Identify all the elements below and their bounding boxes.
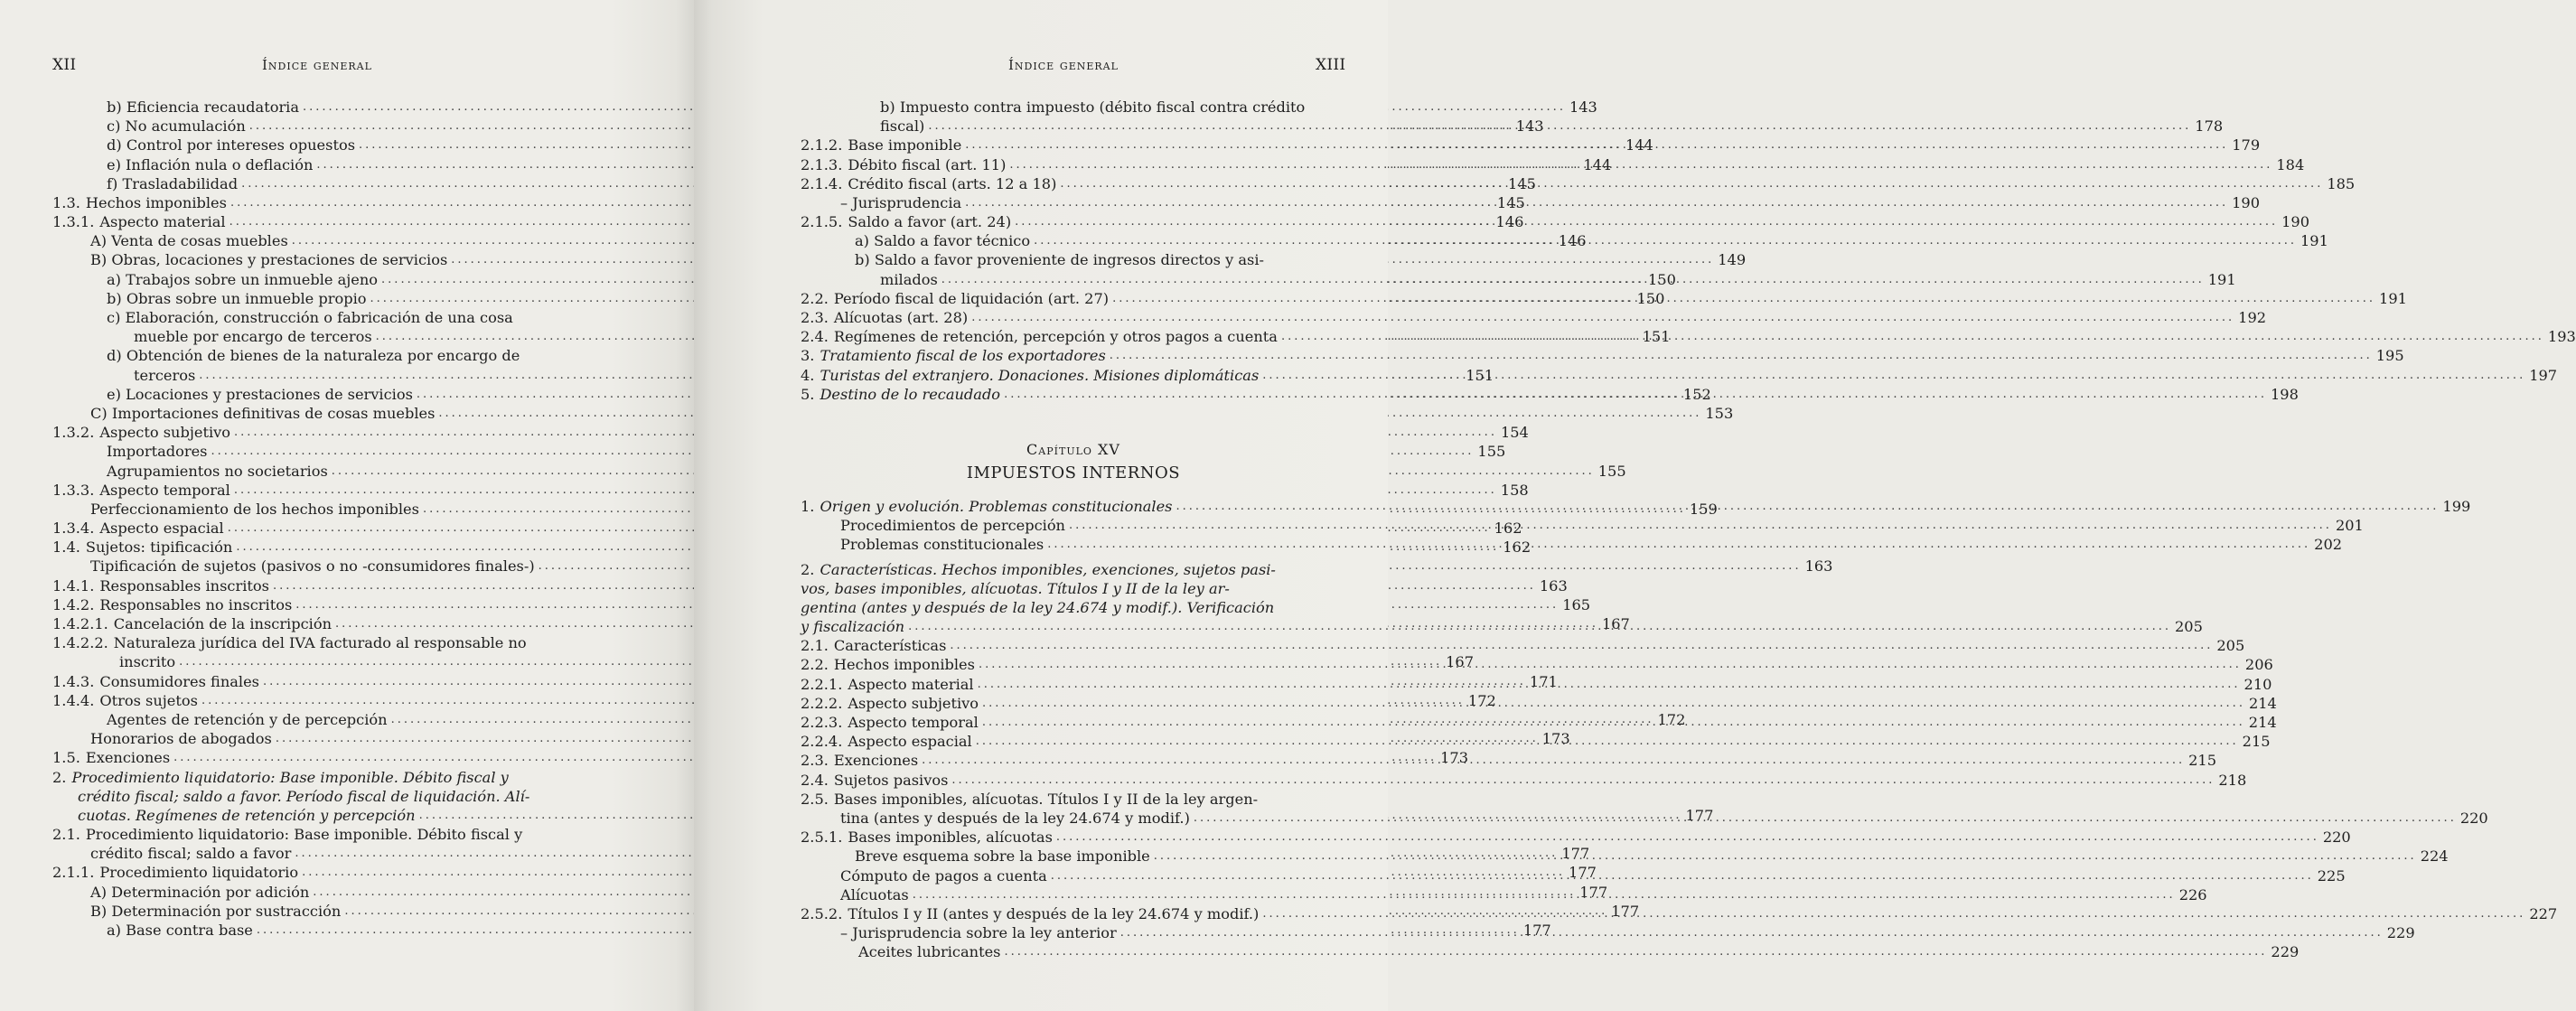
toc-entry-title: Bases imponibles, alícuotas. Títulos I y II de la ley argen- <box>833 790 1259 808</box>
toc-entry-page: 152 <box>1682 385 1711 403</box>
toc-entry-title: Hechos imponibles <box>85 193 227 211</box>
toc-entry-number: 2. <box>52 768 67 786</box>
toc-entry-title: Responsables no inscritos <box>99 595 293 613</box>
toc-entry-page: 145 <box>1496 193 1525 211</box>
toc-entry <box>52 633 602 652</box>
chapter-title: IMPUESTOS INTERNOS <box>966 463 1181 482</box>
toc-entry-page: 195 <box>2375 347 2404 365</box>
toc-entry-title: fiscal) <box>880 117 925 136</box>
toc-entry-page: 210 <box>2243 675 2272 693</box>
page-number: XIII <box>1316 56 1346 74</box>
toc-entry-page: 154 <box>1500 424 1529 442</box>
dot-leader <box>1154 847 2417 866</box>
toc-entry-title: b) Saldo a favor proveniente de ingresos directos y asi- <box>855 251 1265 269</box>
dot-leader <box>1262 366 2525 385</box>
toc-entry-page: 201 <box>2335 517 2364 535</box>
toc-entry <box>801 790 1346 809</box>
toc-entry-number: 2.5. <box>801 790 829 808</box>
toc-entry-page: 155 <box>1597 462 1626 480</box>
toc-entry-page: 177 <box>1579 883 1608 901</box>
toc-entry <box>52 423 1529 442</box>
toc-entry-number: 1.4.2. <box>52 595 95 613</box>
page-number: XII <box>52 56 77 74</box>
dot-leader <box>941 270 2205 289</box>
toc-entry-title: a) Trabajos sobre un inmueble ajeno <box>107 270 379 288</box>
chapter-heading <box>801 441 1346 482</box>
toc-entry-title: Exenciones <box>833 752 919 770</box>
toc-entry <box>801 98 1346 117</box>
toc-entry-page: 146 <box>1558 232 1587 250</box>
toc-entry-number: 2.1.2. <box>801 136 843 154</box>
toc-entry-title: Aspecto temporal <box>99 481 230 499</box>
toc-entry-title: e) Locaciones y prestaciones de servicios <box>107 385 413 403</box>
toc-entry <box>52 481 1529 500</box>
toc-entry <box>801 251 1346 270</box>
toc-entry-title: gentina (antes y después de la ley 24.674 y modif.). Verificación <box>801 598 1275 616</box>
toc-entry-page: 144 <box>1583 155 1612 173</box>
toc-entry-title: Período fiscal de liquidación (art. 27) <box>833 289 1110 307</box>
dot-leader <box>1176 497 2439 516</box>
toc-entry-page: 215 <box>2188 752 2216 770</box>
toc-entry-title: Cancelación de la inscripción <box>113 615 333 633</box>
toc-entry-title: Aspecto espacial <box>99 520 224 538</box>
toc-entry-page: 145 <box>1508 174 1536 192</box>
toc-entry-title: a) Base contra base <box>107 922 253 940</box>
dot-leader <box>1281 327 2544 346</box>
toc-entry-number: 1.3. <box>52 193 80 211</box>
toc-entry-number: 2.5.1. <box>801 828 843 847</box>
toc-entry-page: 167 <box>1601 615 1630 633</box>
dot-leader <box>1069 516 2332 535</box>
toc-entry-page: 177 <box>1569 864 1597 882</box>
toc-entry-title: Sujetos: tipificación <box>85 538 233 557</box>
toc-entry-title: vos, bases imponibles, alícuotas. Títulos I y II de la ley ar- <box>801 579 1230 597</box>
toc-entry-number: 2.2. <box>801 656 829 674</box>
toc-entry-title: – Jurisprudencia sobre la ley anterior <box>840 924 1117 942</box>
toc-entry-page: 197 <box>2529 366 2558 384</box>
toc-entry-title: b) Impuesto contra impuesto (débito fiscal contra crédito <box>880 98 1306 116</box>
toc-entry-title: Honorarios de abogados <box>90 730 272 748</box>
toc-entry-title: c) Elaboración, construcción o fabricación de una cosa <box>107 309 513 327</box>
toc-entry-title: Turistas del extranjero. Donaciones. Misiones diplomáticas <box>820 366 1260 384</box>
toc-entry <box>801 308 2267 327</box>
toc-entry <box>801 942 2300 961</box>
toc-entry-title: C) Importaciones definitivas de cosas muebles <box>90 404 436 422</box>
toc-entry-title: b) Obras sobre un inmueble propio <box>107 289 367 307</box>
toc-entry-title: Otros sujetos <box>99 691 198 709</box>
dot-leader <box>1051 866 2314 885</box>
toc-entry <box>52 768 602 787</box>
toc-entry-number: 4. <box>801 366 815 384</box>
left-running-title <box>262 56 372 74</box>
toc-entry-title: B) Determinación por sustracción <box>90 902 342 920</box>
toc-entry-title: Aspecto material <box>848 675 974 693</box>
toc-entry-number: 1.4.1. <box>52 576 95 594</box>
toc-entry-page: 191 <box>2207 270 2236 288</box>
toc-entry-page: 151 <box>1466 366 1494 384</box>
toc-entry-title: Aspecto subjetivo <box>99 424 231 442</box>
toc-entry-title: c) No acumulación <box>107 117 246 136</box>
toc-entry-page: 218 <box>2218 771 2247 789</box>
toc-entry-title: y fiscalización <box>801 618 905 636</box>
toc-entry-title: Consumidores finales <box>99 672 259 690</box>
dot-leader <box>971 308 2234 327</box>
toc-entry-title: Tratamiento fiscal de los exportadores <box>820 347 1106 365</box>
toc-entry-number: 1.4.2.2. <box>52 634 108 652</box>
toc-entry-number: 2.1.5. <box>801 213 843 231</box>
toc-entry-title: Tipificación de sujetos (pasivos o no -consumidores finales-) <box>90 557 535 576</box>
toc-entry-page: 178 <box>2195 117 2224 136</box>
toc-entry-page: 224 <box>2420 847 2449 866</box>
toc-entry-title: Aspecto temporal <box>848 714 979 732</box>
toc-entry-page: 177 <box>1561 845 1590 863</box>
toc-entry-page: 173 <box>1440 749 1468 767</box>
toc-entry-number: 2.5.2. <box>801 904 843 922</box>
dot-leader <box>982 694 2245 713</box>
toc-entry <box>801 560 1346 579</box>
toc-entry-page: 191 <box>2379 289 2407 307</box>
toc-entry-page: 165 <box>1562 595 1591 613</box>
toc-entry-page: 163 <box>1539 576 1568 594</box>
toc-entry-page: 172 <box>1657 710 1686 728</box>
toc-entry-title: Procedimiento liquidatorio: Base imponible. Débito fiscal y <box>71 768 509 786</box>
toc-entry <box>52 404 1734 423</box>
toc-entry-title: Aspecto material <box>99 213 226 231</box>
dot-leader <box>965 193 2228 212</box>
toc-entry-number: 2.3. <box>801 752 829 770</box>
toc-entry-page: 162 <box>1503 538 1532 557</box>
toc-entry-page: 149 <box>1718 251 1747 269</box>
toc-entry-number: 2.1. <box>801 637 829 655</box>
toc-entry-number: 2.2.1. <box>801 675 843 693</box>
toc-entry-title: Hechos imponibles <box>833 656 975 674</box>
dot-leader <box>1004 942 2267 961</box>
dot-leader <box>979 655 2242 674</box>
dot-leader <box>922 751 2185 770</box>
toc-entry-title: crédito fiscal; saldo a favor. Período fiscal de liquidación. Alí- <box>78 787 530 805</box>
toc-entry-page: 227 <box>2529 904 2558 922</box>
toc-entry-title: Procedimientos de percepción <box>840 517 1065 535</box>
toc-entry-title: Saldo a favor (art. 24) <box>848 213 1012 231</box>
toc-entry-page: 205 <box>2216 637 2245 655</box>
toc-entry-page: 163 <box>1804 557 1833 576</box>
toc-entry-title: b) Eficiencia recaudatoria <box>107 98 300 116</box>
toc-entry <box>801 771 2247 790</box>
toc-entry-number: 1.5. <box>52 749 80 767</box>
toc-entry <box>801 579 1346 598</box>
toc-entry-title: Aspecto subjetivo <box>848 694 979 712</box>
toc-entry-page: 202 <box>2314 536 2343 554</box>
toc-entry-title: inscrito <box>119 653 176 671</box>
toc-entry-title: Características. Hechos imponibles, exenciones, sujetos pasi- <box>820 560 1276 578</box>
book-gutter <box>676 0 712 1011</box>
toc-entry <box>801 598 1346 617</box>
toc-entry-number: 5. <box>801 385 815 403</box>
running-title: Índice general <box>262 57 372 73</box>
toc-entry-title: Crédito fiscal (arts. 12 a 18) <box>848 174 1057 192</box>
toc-entry-number: 1.3.3. <box>52 481 95 499</box>
running-title: Índice general <box>1008 57 1119 73</box>
toc-entry-page: 229 <box>2386 924 2415 942</box>
toc-entry-number: 3. <box>801 347 815 365</box>
toc-entry-title: Exenciones <box>85 749 171 767</box>
toc-entry-title: Destino de lo recaudado <box>820 385 1001 403</box>
toc-entry-number: 1.3.2. <box>52 424 95 442</box>
toc-entry-page: 159 <box>1689 500 1718 518</box>
toc-entry-title: tina (antes y después de la ley 24.674 y modif.) <box>840 809 1190 827</box>
toc-entry-title: Débito fiscal (art. 11) <box>848 155 1007 173</box>
toc-entry-title: Aspecto espacial <box>848 733 972 751</box>
toc-entry-number: 2.1.3. <box>801 155 843 173</box>
toc-entry-title: a) Saldo a favor técnico <box>855 232 1031 250</box>
toc-entry-page: 215 <box>2242 733 2271 751</box>
toc-entry-page: 191 <box>2300 232 2328 250</box>
dot-leader <box>1015 212 2278 231</box>
toc-entry-page: 220 <box>2459 809 2488 827</box>
toc-entry-title: d) Obtención de bienes de la naturaleza por encargo de <box>107 347 520 365</box>
toc-entry-title: Procedimiento liquidatorio <box>99 864 299 882</box>
toc-entry-number: 2.3. <box>801 309 829 327</box>
toc-entry-page: 177 <box>1685 806 1714 824</box>
toc-entry-page: 193 <box>2547 328 2576 346</box>
dot-leader <box>913 885 2176 904</box>
toc-entry-number: 2.2.2. <box>801 694 843 712</box>
toc-entry-page: 190 <box>2281 213 2309 231</box>
toc-entry-number: 2.1.4. <box>801 174 843 192</box>
toc-entry-title: d) Control por intereses opuestos <box>107 136 356 154</box>
toc-entry-number: 2.4. <box>801 771 829 789</box>
toc-entry-title: Títulos I y II (antes y después de la ley 24.674 y modif.) <box>848 904 1260 922</box>
dot-leader <box>928 117 2191 136</box>
dot-leader <box>1009 155 2272 174</box>
toc-entry-title: Origen y evolución. Problemas constitucionales <box>820 497 1173 515</box>
toc-entry <box>52 787 602 806</box>
toc-entry-page: 198 <box>2271 385 2299 403</box>
toc-entry-number: 2.4. <box>801 328 829 346</box>
toc-entry-page: 190 <box>2232 193 2261 211</box>
toc-entry-number: 2. <box>801 560 815 578</box>
toc-entry-title: e) Inflación nula o deflación <box>107 155 314 173</box>
dot-leader <box>1004 385 2267 404</box>
toc-entry-title: Base imponible <box>848 136 962 154</box>
toc-entry-title: Agrupamientos no societarios <box>107 462 328 480</box>
toc-entry-title: Aceites lubricantes <box>858 943 1001 961</box>
right-running-title <box>1008 56 1119 74</box>
toc-entry-number: 1.4.4. <box>52 691 95 709</box>
toc-entry-page: 143 <box>1569 98 1597 116</box>
toc-entry-number: 2.2.4. <box>801 733 843 751</box>
toc-entry-page: 144 <box>1625 136 1653 154</box>
toc-entry-page: 220 <box>2322 828 2351 847</box>
toc-entry-title: crédito fiscal; saldo a favor <box>90 845 292 863</box>
dot-leader <box>908 617 2171 636</box>
toc-entry-title: Alícuotas (art. 28) <box>833 309 969 327</box>
toc-entry-number: 1.4.2.1. <box>52 615 108 633</box>
toc-entry <box>52 308 602 327</box>
dot-leader <box>1262 904 2525 923</box>
toc-entry <box>801 828 2351 847</box>
toc-entry-title: – Jurisprudencia <box>840 193 962 211</box>
toc-entry-title: mueble por encargo de terceros <box>134 328 372 346</box>
toc-entry-page: 206 <box>2244 656 2273 674</box>
chapter-label: Capítulo XV <box>1026 441 1120 458</box>
dot-leader <box>1060 174 2323 193</box>
toc-entry-number: 2.1.1. <box>52 864 95 882</box>
toc-entry-page: 173 <box>1541 730 1570 748</box>
toc-entry-page: 185 <box>2327 174 2356 192</box>
toc-entry-title: Cómputo de pagos a cuenta <box>840 866 1047 885</box>
toc-entry-title: A) Venta de cosas muebles <box>90 232 288 250</box>
toc-entry-page: 153 <box>1705 404 1734 422</box>
toc-entry-page: 162 <box>1494 520 1522 538</box>
toc-entry-number: 2.2. <box>801 289 829 307</box>
toc-entry-number: 2.1. <box>52 826 80 844</box>
dot-leader <box>1110 346 2373 365</box>
dot-leader <box>1047 535 2310 554</box>
toc-entry-title: Características <box>833 637 947 655</box>
toc-entry-page: 199 <box>2442 497 2471 515</box>
dot-leader <box>951 771 2215 790</box>
toc-entry-title: Bases imponibles, alícuotas <box>848 828 1053 847</box>
toc-entry-page: 184 <box>2276 155 2305 173</box>
toc-entry-number: 1.4. <box>52 538 80 557</box>
toc-entry-page: 150 <box>1647 270 1676 288</box>
toc-entry-title: cuotas. Regímenes de retención y percepción <box>78 806 416 824</box>
toc-entry <box>52 825 602 844</box>
toc-entry-page: 177 <box>1522 922 1551 940</box>
dot-leader <box>950 636 2213 655</box>
toc-entry-title: Alícuotas <box>840 885 909 903</box>
dot-leader <box>1120 923 2384 942</box>
toc-entry <box>52 346 602 365</box>
toc-entry-title: Breve esquema sobre la base imponible <box>855 847 1150 866</box>
toc-entry-title: Perfeccionamiento de los hechos imponibles <box>90 500 419 518</box>
dot-leader <box>1056 828 2319 847</box>
dot-leader <box>976 732 2239 751</box>
toc-entry-title: Naturaleza jurídica del IVA facturado al responsable no <box>113 634 527 652</box>
right-folio <box>1316 56 1345 74</box>
toc-entry-page: 179 <box>2232 136 2261 154</box>
toc-entry <box>801 346 2404 365</box>
toc-entry-page: 192 <box>2238 309 2267 327</box>
dot-leader <box>1034 231 2297 250</box>
toc-entry-page: 205 <box>2175 618 2203 636</box>
toc-entry-page: 177 <box>1611 902 1640 920</box>
toc-entry-page: 172 <box>1467 691 1496 709</box>
toc-entry-number: 2.2.3. <box>801 714 843 732</box>
toc-entry-page: 150 <box>1636 289 1665 307</box>
toc-entry-page: 214 <box>2248 714 2277 732</box>
toc-entry-page: 155 <box>1477 443 1506 461</box>
toc-entry-title: milados <box>880 270 938 288</box>
toc-entry-page: 167 <box>1446 653 1474 671</box>
toc-entry-title: Regímenes de retención, percepción y otros pagos a cuenta <box>833 328 1278 346</box>
toc-entry-page: 214 <box>2248 694 2277 712</box>
toc-entry-title: Responsables inscritos <box>99 576 269 594</box>
toc-entry-page: 146 <box>1495 213 1524 231</box>
dot-leader <box>982 713 2245 732</box>
toc-entry-title: terceros <box>134 366 196 384</box>
toc-entry-title: Importadores <box>107 443 208 461</box>
dot-leader <box>978 675 2241 694</box>
toc-entry-title: A) Determinación por adición <box>90 883 310 901</box>
toc-entry-page: 171 <box>1529 672 1558 690</box>
toc-entry-page: 225 <box>2317 866 2346 885</box>
dot-leader <box>965 136 2228 154</box>
toc-entry-title: Problemas constitucionales <box>840 536 1044 554</box>
toc-entry-title: Procedimiento liquidatorio: Base imponible. Débito fiscal y <box>85 826 523 844</box>
dot-leader <box>1194 809 2457 828</box>
toc-entry-page: 226 <box>2178 885 2207 903</box>
left-folio <box>52 56 76 74</box>
toc-entry-title: Sujetos pasivos <box>833 771 949 789</box>
toc-entry-page: 229 <box>2271 943 2300 961</box>
toc-entry-page: 151 <box>1642 328 1671 346</box>
toc-entry-title: f) Trasladabilidad <box>107 174 239 192</box>
toc-entry-number: 1.4.3. <box>52 672 95 690</box>
toc-entry-title: Agentes de retención y de percepción <box>107 710 388 728</box>
toc-entry-number: 1. <box>801 497 815 515</box>
toc-entry-number: 1.3.1. <box>52 213 95 231</box>
toc-entry-title: B) Obras, locaciones y prestaciones de servicios <box>90 251 448 269</box>
toc-entry-number: 1.3.4. <box>52 520 95 538</box>
toc-entry-page: 158 <box>1500 481 1529 499</box>
toc-entry <box>801 636 2245 655</box>
toc-entry-page: 143 <box>1515 117 1544 136</box>
dot-leader <box>1112 289 2375 308</box>
